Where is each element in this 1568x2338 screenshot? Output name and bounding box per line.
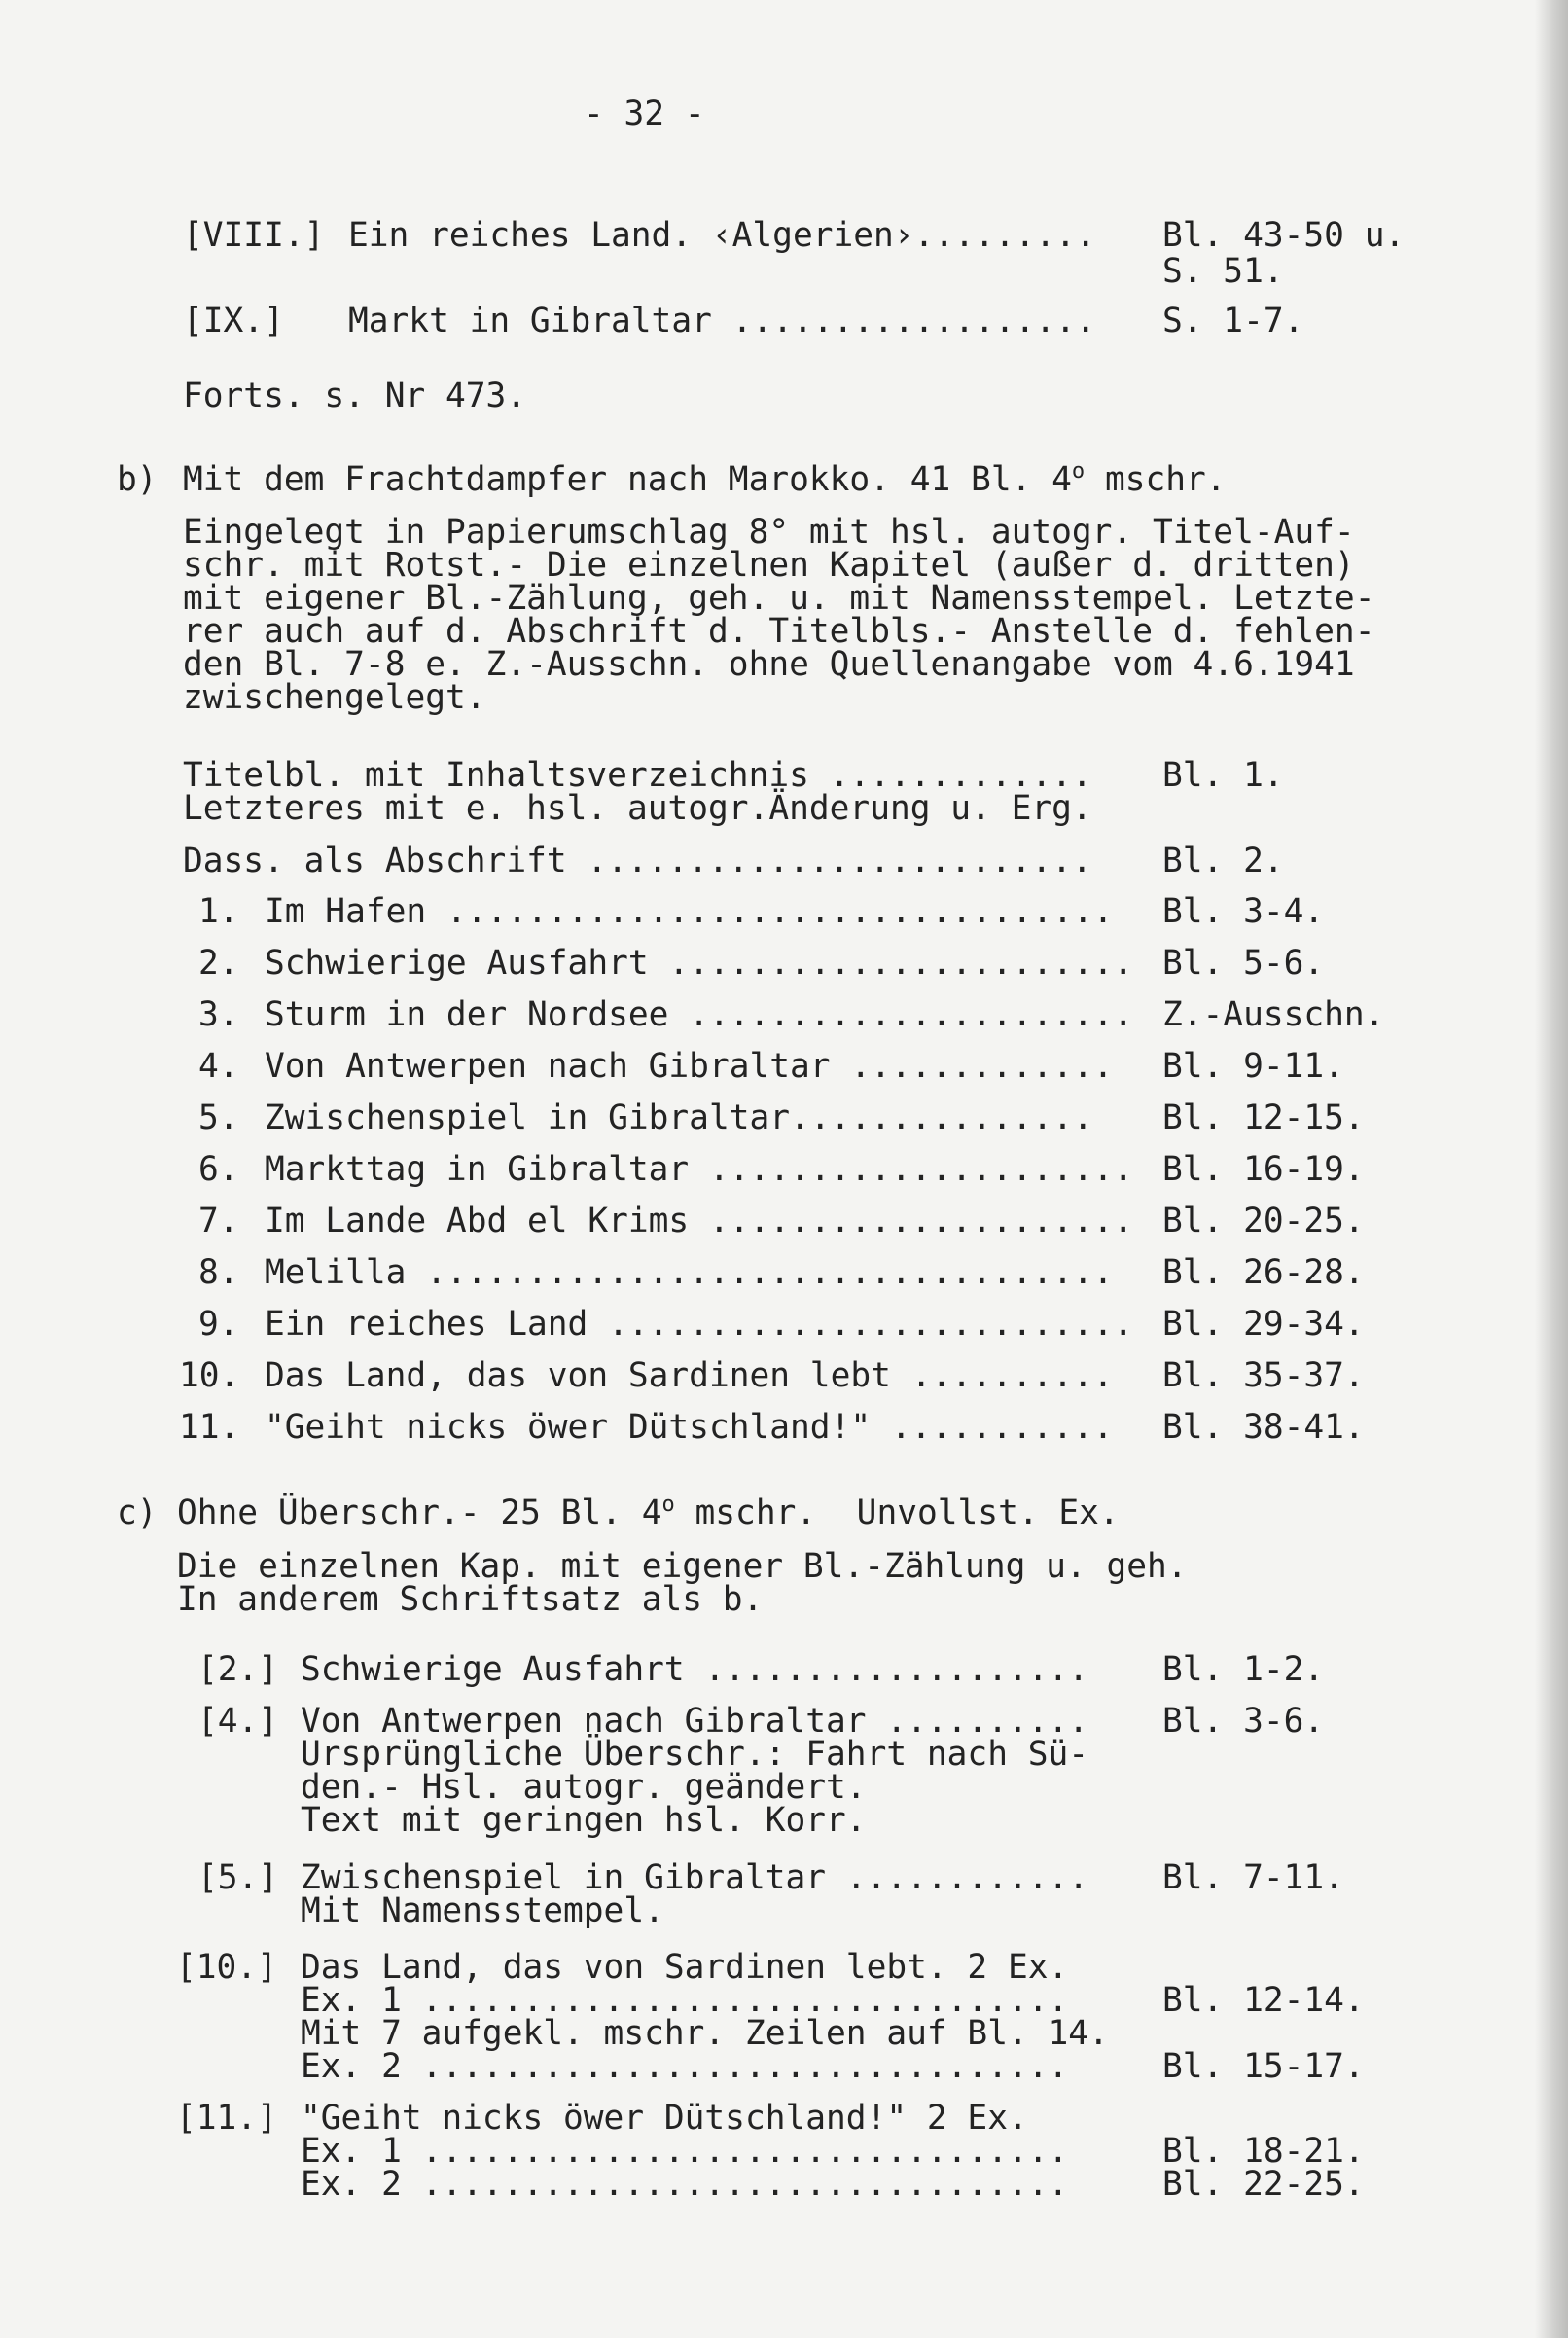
entry-copy: Ex. 1 ................................ <box>301 2132 1069 2171</box>
chapter-title: "Geiht nicks öwer Dütschland!" ........... <box>265 1408 1114 1447</box>
leader-dots: ................................. <box>445 892 1114 931</box>
section-c-label: c) <box>117 1493 158 1532</box>
desc-line: schr. mit Rotst.- Die einzelnen Kapitel (außer d. dritten) <box>183 546 1355 585</box>
chapter-number: 1. <box>198 892 239 931</box>
title-page-note: Letzteres mit e. hsl. autogr.Änderung u. Erg. <box>183 789 1092 828</box>
entry-note: Ursprüngliche Überschr.: Fahrt nach Sü- <box>301 1735 1089 1774</box>
chapter-title: Im Lande Abd el Krims ..................... <box>265 1202 1134 1241</box>
desc-line: Eingelegt in Papierumschlag 8° mit hsl. autogr. Titel-Auf- <box>183 513 1355 552</box>
desc-line: rer auch auf d. Abschrift d. Titelbls.- Anstelle d. fehlen- <box>183 612 1375 651</box>
entry-title: Von Antwerpen nach Gibraltar .......... <box>301 1702 1089 1741</box>
leader-dots: ......................... <box>587 842 1092 881</box>
chapter-title: Sturm in der Nordsee ...................... <box>265 995 1134 1034</box>
entry-title: Schwierige Ausfahrt ................... <box>301 1650 1089 1689</box>
entry-copy: Ex. 2 ................................ <box>301 2165 1069 2204</box>
entry-title: "Geiht nicks öwer Dütschland!" 2 Ex. <box>301 2099 1028 2138</box>
chapter-folio: Bl. 5-6. <box>1162 944 1325 983</box>
continuation-note: Forts. s. Nr 473. <box>183 377 527 415</box>
leader-dots: ............ <box>845 1858 1089 1897</box>
heading-text-end: mschr. <box>1085 460 1227 499</box>
heading-text: Mit dem Frachtdampfer nach Marokko. 41 Bl. 4 <box>183 460 1072 499</box>
entry-ref: [5.] <box>197 1858 279 1897</box>
entry-folio: Bl. 7-11. <box>1162 1858 1344 1897</box>
chapter-number: 7. <box>198 1202 239 1241</box>
chapter-title: Das Land, das von Sardinen lebt .......... <box>265 1356 1114 1395</box>
chapter-folio: Bl. 3-4. <box>1162 892 1325 931</box>
chapter-title: Im Hafen ................................. <box>265 892 1114 931</box>
entry-folio: S. 1-7. <box>1162 302 1304 341</box>
entry-folio: Bl. 15-17. <box>1162 2047 1365 2086</box>
chapter-folio: Bl. 35-37. <box>1162 1356 1365 1395</box>
chapter-title: Von Antwerpen nach Gibraltar ............. <box>265 1047 1114 1086</box>
desc-line: Die einzelnen Kap. mit eigener Bl.-Zählung u. geh. <box>177 1547 1188 1586</box>
leader-dots: ................................ <box>421 2047 1069 2086</box>
entry-ref: [VIII.] <box>183 216 325 255</box>
leader-dots: ................... <box>704 1650 1089 1689</box>
title-page-entry: Titelbl. mit Inhaltsverzeichnis ............. <box>183 756 1092 795</box>
entry-title <box>348 302 1096 341</box>
heading-text: Ohne Überschr.- 25 Bl. 4 <box>177 1493 662 1532</box>
chapter-title: Markttag in Gibraltar ..................... <box>265 1150 1134 1189</box>
desc-line: zwischengelegt. <box>183 678 486 717</box>
chapter-number: 9. <box>198 1305 239 1344</box>
chapter-folio: Bl. 38-41. <box>1162 1408 1365 1447</box>
entry-note: Mit 7 aufgekl. mschr. Zeilen auf Bl. 14. <box>301 2014 1109 2053</box>
entry-title: Das Land, das von Sardinen lebt. 2 Ex. <box>301 1948 1069 1987</box>
leader-dots: ................................ <box>421 2165 1069 2204</box>
entry-title: Zwischenspiel in Gibraltar ............ <box>301 1858 1089 1897</box>
entry-folio: Bl. 3-6. <box>1162 1702 1325 1741</box>
entry-note: Mit Namensstempel. <box>301 1891 664 1930</box>
chapter-folio: Bl. 12-15. <box>1162 1098 1365 1137</box>
chapter-number: 5. <box>198 1098 239 1137</box>
copy-entry: Dass. als Abschrift ......................... <box>183 842 1092 881</box>
entry-folio: Bl. 2. <box>1162 842 1284 881</box>
entry-ref: [10.] <box>176 1948 277 1987</box>
section-b-heading <box>183 459 1227 499</box>
entry-ref: [4.] <box>197 1702 279 1741</box>
chapter-number: 6. <box>198 1150 239 1189</box>
chapter-number: 2. <box>198 944 239 983</box>
entry-title-text: Markt in Gibraltar <box>348 302 712 341</box>
section-b-label: b) <box>117 460 158 499</box>
entry-copy: Ex. 1 ................................ <box>301 1981 1069 2020</box>
leader-dots: ................................ <box>421 1981 1069 2020</box>
leader-dots: .................. <box>731 302 1096 341</box>
desc-line: In anderem Schriftsatz als b. <box>177 1580 764 1619</box>
entry-ref: [IX.] <box>183 302 284 341</box>
leader-dots: ............. <box>829 756 1092 795</box>
entry-folio: Bl. 18-21. <box>1162 2132 1365 2171</box>
chapter-title: Zwischenspiel in Gibraltar............... <box>265 1098 1093 1137</box>
chapter-title: Schwierige Ausfahrt ....................... <box>265 944 1134 983</box>
chapter-folio: Bl. 29-34. <box>1162 1305 1365 1344</box>
entry-folio: Bl. 12-14. <box>1162 1981 1365 2020</box>
leader-dots: ...................... <box>689 995 1134 1034</box>
entry-ref: [2.] <box>197 1650 279 1689</box>
entry-folio-continued: S. 51. <box>1162 252 1284 291</box>
heading-text-end: mschr. Unvollst. Ex. <box>674 1493 1120 1532</box>
chapter-folio: Bl. 20-25. <box>1162 1202 1365 1241</box>
page-number: - 32 - <box>584 94 705 133</box>
entry-note: den.- Hsl. autogr. geändert. <box>301 1768 867 1807</box>
degree-mark: o <box>1071 459 1086 484</box>
desc-line: den Bl. 7-8 e. Z.-Ausschn. ohne Quellenangabe vom 4.6.1941 <box>183 645 1355 684</box>
chapter-folio: Z.-Ausschn. <box>1162 995 1385 1034</box>
chapter-title: Melilla .................................. <box>265 1253 1114 1292</box>
section-c-heading <box>177 1493 1120 1532</box>
entry-title-text: Ein reiches Land. ‹Algerien› <box>348 216 914 255</box>
chapter-folio: Bl. 16-19. <box>1162 1150 1365 1189</box>
entry-ref: [11.] <box>176 2099 277 2138</box>
entry-copy: Ex. 2 ................................ <box>301 2047 1069 2086</box>
leader-dots: ..................... <box>708 1150 1134 1189</box>
chapter-number: 8. <box>198 1253 239 1292</box>
entry-folio: Bl. 43-50 u. <box>1162 216 1406 255</box>
chapter-number: 4. <box>198 1047 239 1086</box>
leader-dots: ............... <box>790 1098 1093 1137</box>
leader-dots: ......... <box>913 216 1096 255</box>
entry-folio: Bl. 1. <box>1162 756 1284 795</box>
entry-folio: Bl. 22-25. <box>1162 2165 1365 2204</box>
leader-dots: ............. <box>850 1047 1114 1086</box>
chapter-number: 10. <box>179 1356 240 1395</box>
entry-note: Text mit geringen hsl. Korr. <box>301 1801 867 1840</box>
leader-dots: .......... <box>910 1356 1114 1395</box>
leader-dots: ....................... <box>668 944 1134 983</box>
degree-mark: o <box>661 1493 675 1517</box>
entry-folio: Bl. 1-2. <box>1162 1650 1325 1689</box>
page-edge-shadow <box>1535 0 1568 2338</box>
chapter-number: 3. <box>198 995 239 1034</box>
chapter-folio: Bl. 26-28. <box>1162 1253 1365 1292</box>
chapter-folio: Bl. 9-11. <box>1162 1047 1344 1086</box>
chapter-number: 11. <box>179 1408 240 1447</box>
leader-dots: ..................... <box>708 1202 1134 1241</box>
desc-line: mit eigener Bl.-Zählung, geh. u. mit Namensstempel. Letzte- <box>183 579 1375 618</box>
leader-dots: .................................. <box>426 1253 1114 1292</box>
leader-dots: ........... <box>890 1408 1114 1447</box>
leader-dots: .......... <box>886 1702 1089 1741</box>
leader-dots: ................................ <box>421 2132 1069 2171</box>
chapter-title: Ein reiches Land .......................... <box>265 1305 1134 1344</box>
leader-dots: .......................... <box>608 1305 1134 1344</box>
entry-title <box>348 216 1096 255</box>
